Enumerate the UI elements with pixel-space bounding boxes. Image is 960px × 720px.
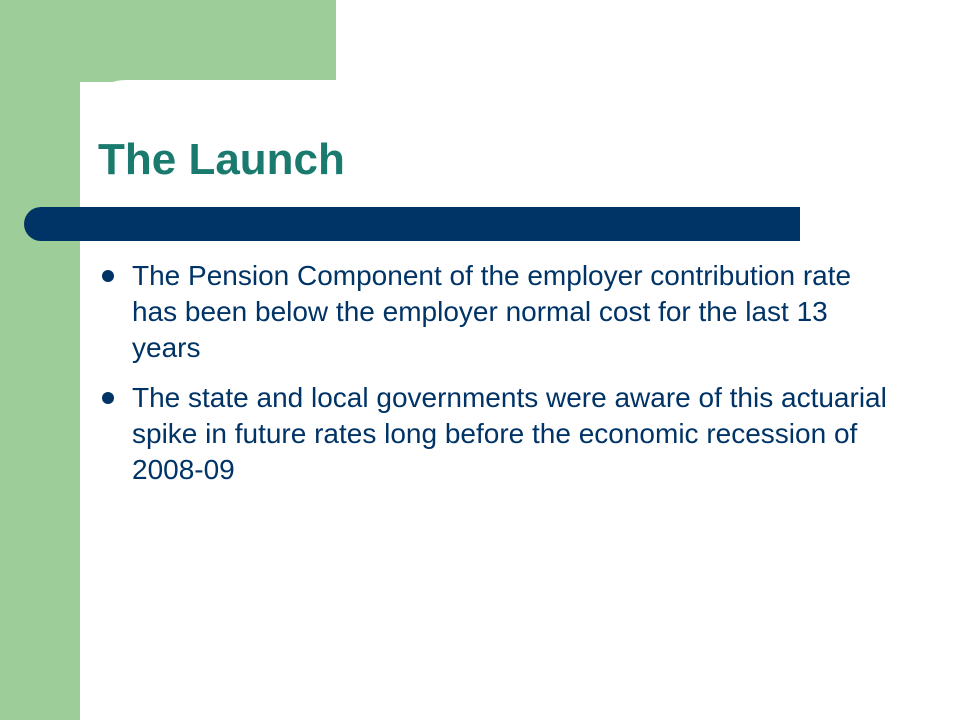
bullet-text: The Pension Component of the employer contribution rate has been below the employer normal cost for the last 13 years bbox=[132, 260, 852, 363]
slide-title: The Launch bbox=[98, 135, 345, 184]
title-divider-underline bbox=[66, 235, 800, 241]
bullet-item bbox=[100, 380, 890, 488]
bullet-text: The state and local governments were aware of this actuarial spike in future rates long before the economic recession of 2008-09 bbox=[132, 382, 887, 485]
bullet-list bbox=[100, 258, 890, 502]
bullet-item bbox=[100, 258, 890, 366]
bullet-dot-icon bbox=[102, 270, 114, 282]
bullet-dot-icon bbox=[102, 392, 114, 404]
decorative-green-band-left bbox=[0, 0, 80, 720]
